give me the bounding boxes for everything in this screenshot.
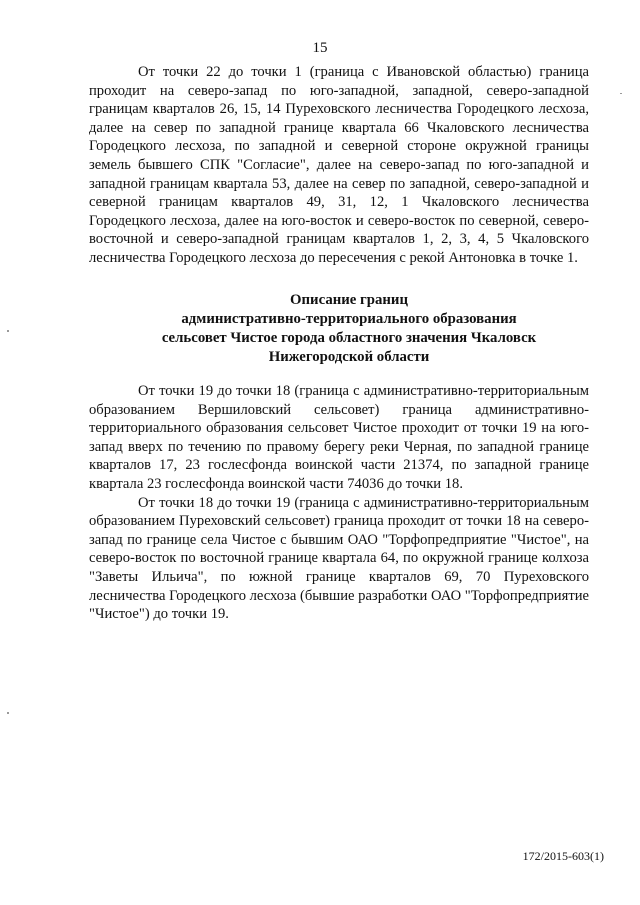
scan-speck — [7, 712, 9, 714]
heading-line-1: Описание границ — [290, 292, 408, 308]
paragraph-boundary-purekhovsky: От точки 18 до точки 19 (граница с административно-территориальным образованием Пуреховский сельсовет) граница проходит от точки 18 на северо-запад по границе села Чистое с бывшим ОАО "Торфопредприятие "Чистое", на северо-восток по восточной границе квартала 64, по окружной границе колхоза "Заветы Ильича", по южной границе кварталов 69, 70 Пуреховского лесничества Городецкого лесхоза (бывшие разработки ОАО "Торфопредприятие "Чистое") до точки 19. — [89, 494, 589, 623]
heading-line-2: административно-территориального образования — [181, 311, 517, 327]
scan-speck — [620, 93, 622, 94]
heading-line-3: сельсовет Чистое города областного значения Чкаловск — [161, 330, 537, 346]
document-code: 172/2015-603(1) — [522, 849, 604, 863]
page-number: 15 — [312, 40, 328, 56]
section-boundary-description — [89, 382, 589, 624]
paragraph-boundary-ivanovo: От точки 22 до точки 1 (граница с Ивановской областью) граница проходит на северо-запад по юго-западной, западной, северо-западной границам кварталов 26, 15, 14 Пуреховского лесничества Городецкого лесхоза, далее на север по западной границе квартала 66 Чкаловского лесничества Городецкого лесхоза, по западной и северной стороне окружной границы земель бывшего СПК "Согласие", далее на северо-запад по юго-западной и западной границам квартала 53, далее на север по западной, северо-западной и северной границам кварталов 49, 31, 12, 1 Чкаловского лесничества Городецкого лесхоза, далее на юго-восток и северо-восток по северной, северо-восточной и северо-западной границам кварталов 1, 2, 3, 4, 5 Чкаловского лесничества Городецкого лесхоза до пересечения с рекой Антоновка в точке 1. — [89, 64, 589, 266]
heading-line-4: Нижегородской области — [268, 349, 430, 365]
section-heading — [89, 291, 609, 367]
paragraph-boundary-vershilovsky: От точки 19 до точки 18 (граница с административно-территориальным образованием Вершиловский сельсовет) граница административно-территориального образования сельсовет Чистое проходит от точки 19 на юго-запад вверх по течению по правому берегу реки Черная, по западной границе кварталов 17, 23 гослесфонда воинской части 21374, по западной границе квартала 23 гослесфонда воинской части 74036 до точки 18. — [89, 383, 589, 492]
section-boundary-ivanovo — [89, 63, 589, 268]
scan-speck — [7, 330, 9, 332]
